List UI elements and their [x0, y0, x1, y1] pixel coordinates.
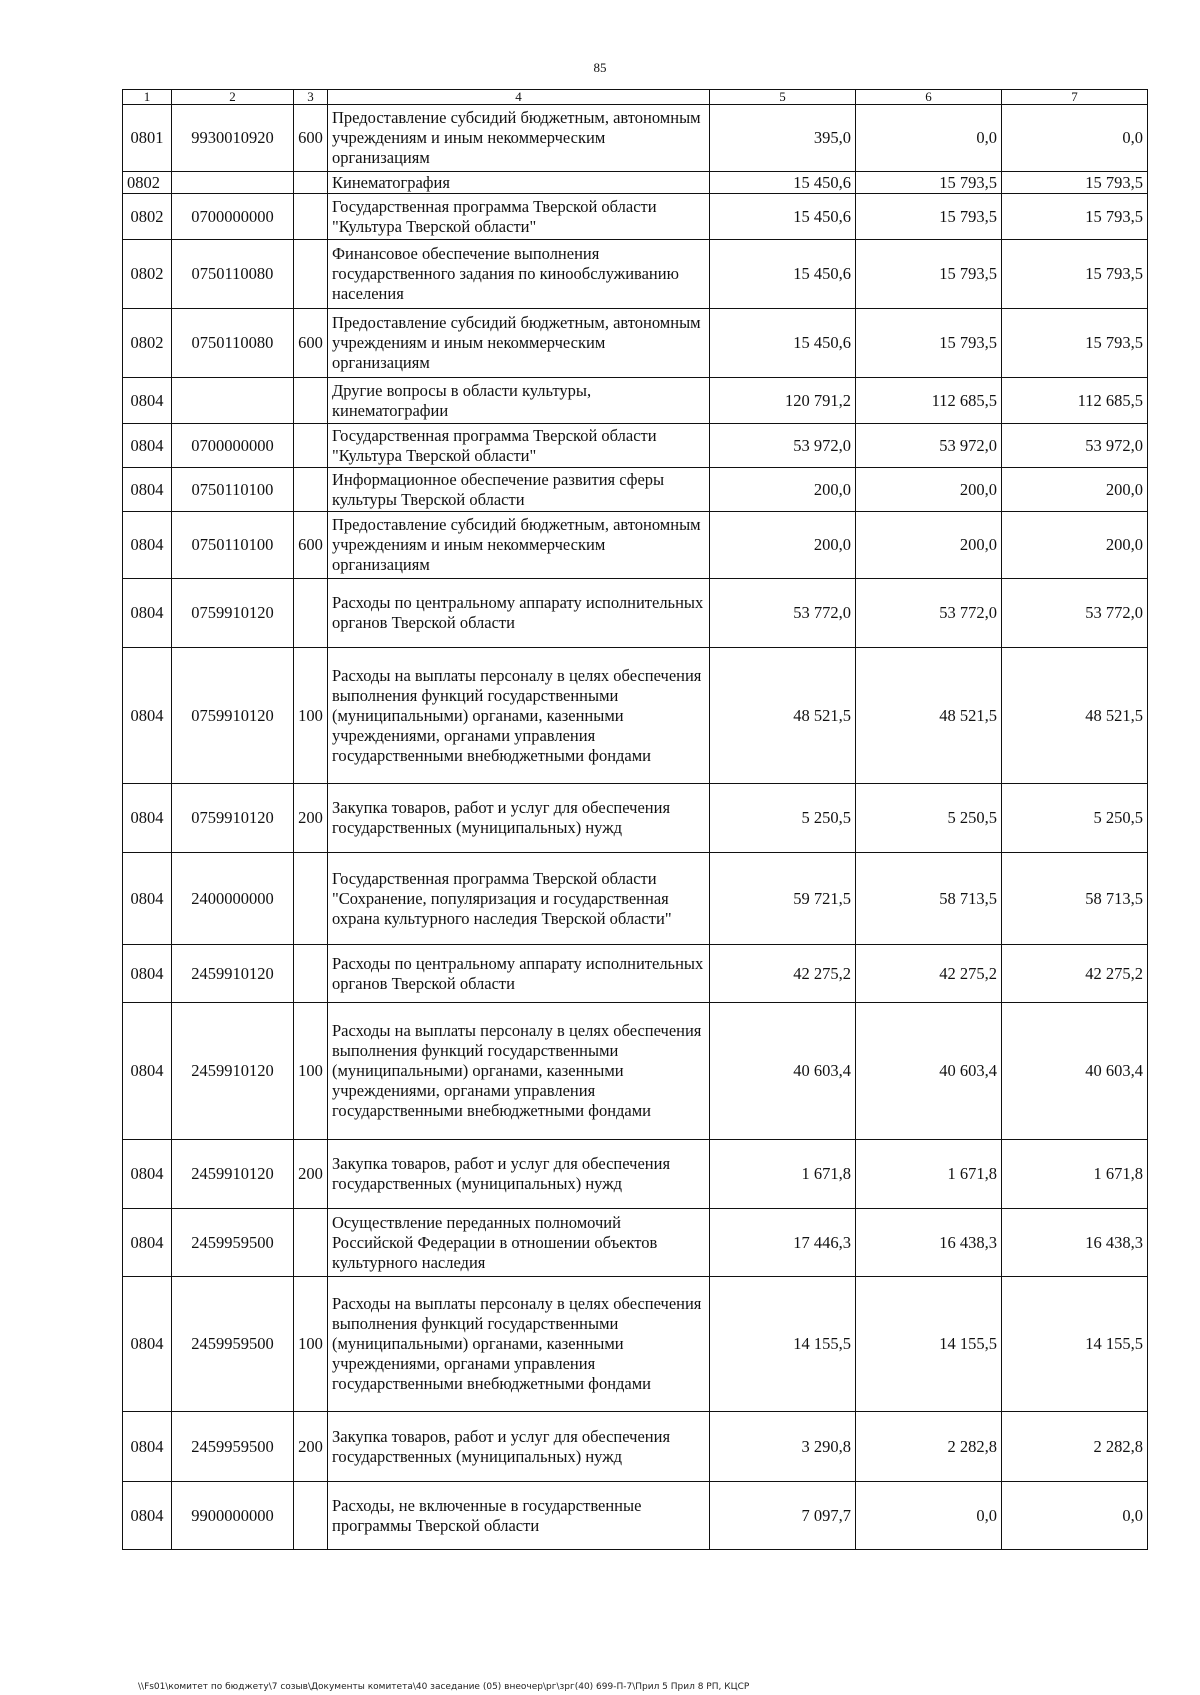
amount-5-cell: 15 450,6	[710, 240, 856, 309]
amount-6-cell: 16 438,3	[856, 1209, 1002, 1277]
vid-cell	[294, 172, 328, 194]
vid-cell	[294, 378, 328, 424]
razdel-cell: 0801	[123, 105, 172, 172]
csr-cell: 2459910120	[172, 945, 294, 1003]
name-cell: Предоставление субсидий бюджетным, автономным учреждениям и иным некоммерческим организациям	[328, 512, 710, 579]
amount-6-cell: 1 671,8	[856, 1140, 1002, 1209]
amount-5-cell: 200,0	[710, 512, 856, 579]
razdel-cell: 0804	[123, 1140, 172, 1209]
amount-7-cell: 112 685,5	[1002, 378, 1148, 424]
amount-6-cell: 200,0	[856, 468, 1002, 512]
name-cell: Предоставление субсидий бюджетным, автономным учреждениям и иным некоммерческим организациям	[328, 309, 710, 378]
amount-6-cell: 15 793,5	[856, 194, 1002, 240]
header-row	[123, 90, 1148, 105]
table-row	[123, 240, 1148, 309]
csr-cell: 0700000000	[172, 424, 294, 468]
amount-5-cell: 42 275,2	[710, 945, 856, 1003]
table-row	[123, 194, 1148, 240]
vid-cell: 200	[294, 1412, 328, 1482]
razdel-cell: 0804	[123, 1277, 172, 1412]
amount-7-cell: 42 275,2	[1002, 945, 1148, 1003]
amount-5-cell: 1 671,8	[710, 1140, 856, 1209]
amount-7-cell: 53 772,0	[1002, 579, 1148, 648]
amount-5-cell: 17 446,3	[710, 1209, 856, 1277]
razdel-cell: 0804	[123, 853, 172, 945]
name-cell: Финансовое обеспечение выполнения государственного задания по кинообслуживанию населения	[328, 240, 710, 309]
vid-cell: 200	[294, 1140, 328, 1209]
table-row	[123, 1412, 1148, 1482]
razdel-cell: 0804	[123, 512, 172, 579]
vid-cell: 600	[294, 512, 328, 579]
vid-cell	[294, 424, 328, 468]
razdel-cell: 0804	[123, 468, 172, 512]
amount-7-cell: 14 155,5	[1002, 1277, 1148, 1412]
header-col-3: 3	[294, 90, 328, 105]
amount-5-cell: 14 155,5	[710, 1277, 856, 1412]
csr-cell: 0700000000	[172, 194, 294, 240]
csr-cell: 2459959500	[172, 1277, 294, 1412]
vid-cell	[294, 468, 328, 512]
table-row	[123, 1482, 1148, 1550]
vid-cell: 600	[294, 105, 328, 172]
razdel-cell: 0804	[123, 579, 172, 648]
header-col-4: 4	[328, 90, 710, 105]
csr-cell: 0750110080	[172, 309, 294, 378]
name-cell: Другие вопросы в области культуры, кинематографии	[328, 378, 710, 424]
name-cell: Расходы по центральному аппарату исполнительных органов Тверской области	[328, 579, 710, 648]
razdel-cell: 0802	[123, 194, 172, 240]
name-cell: Кинематография	[328, 172, 710, 194]
razdel-cell: 0802	[123, 240, 172, 309]
table-row	[123, 512, 1148, 579]
header-col-2: 2	[172, 90, 294, 105]
razdel-cell: 0804	[123, 1412, 172, 1482]
amount-7-cell: 0,0	[1002, 105, 1148, 172]
amount-6-cell: 5 250,5	[856, 784, 1002, 853]
amount-5-cell: 40 603,4	[710, 1003, 856, 1140]
csr-cell: 9900000000	[172, 1482, 294, 1550]
amount-7-cell: 200,0	[1002, 468, 1148, 512]
vid-cell	[294, 194, 328, 240]
header-col-1: 1	[123, 90, 172, 105]
name-cell: Информационное обеспечение развития сферы культуры Тверской области	[328, 468, 710, 512]
name-cell: Расходы по центральному аппарату исполнительных органов Тверской области	[328, 945, 710, 1003]
vid-cell	[294, 1209, 328, 1277]
amount-6-cell: 112 685,5	[856, 378, 1002, 424]
razdel-cell: 0804	[123, 648, 172, 784]
vid-cell: 600	[294, 309, 328, 378]
razdel-cell: 0804	[123, 945, 172, 1003]
table-row	[123, 853, 1148, 945]
amount-6-cell: 14 155,5	[856, 1277, 1002, 1412]
vid-cell	[294, 1482, 328, 1550]
amount-6-cell: 15 793,5	[856, 309, 1002, 378]
table-body	[123, 105, 1148, 1550]
name-cell: Закупка товаров, работ и услуг для обеспечения государственных (муниципальных) нужд	[328, 1412, 710, 1482]
razdel-cell: 0804	[123, 784, 172, 853]
table-row	[123, 945, 1148, 1003]
header-col-7: 7	[1002, 90, 1148, 105]
table-row	[123, 1003, 1148, 1140]
name-cell: Закупка товаров, работ и услуг для обеспечения государственных (муниципальных) нужд	[328, 1140, 710, 1209]
amount-5-cell: 395,0	[710, 105, 856, 172]
amount-7-cell: 53 972,0	[1002, 424, 1148, 468]
amount-7-cell: 16 438,3	[1002, 1209, 1148, 1277]
amount-5-cell: 3 290,8	[710, 1412, 856, 1482]
razdel-cell: 0804	[123, 1209, 172, 1277]
csr-cell	[172, 378, 294, 424]
amount-6-cell: 42 275,2	[856, 945, 1002, 1003]
amount-7-cell: 2 282,8	[1002, 1412, 1148, 1482]
csr-cell: 2459910120	[172, 1003, 294, 1140]
csr-cell: 0750110100	[172, 512, 294, 579]
table-row	[123, 1140, 1148, 1209]
budget-table	[122, 89, 1148, 1550]
amount-7-cell: 200,0	[1002, 512, 1148, 579]
table-row	[123, 468, 1148, 512]
amount-6-cell: 15 793,5	[856, 172, 1002, 194]
amount-5-cell: 15 450,6	[710, 194, 856, 240]
vid-cell	[294, 579, 328, 648]
table-row	[123, 1209, 1148, 1277]
vid-cell: 200	[294, 784, 328, 853]
amount-7-cell: 0,0	[1002, 1482, 1148, 1550]
name-cell: Закупка товаров, работ и услуг для обеспечения государственных (муниципальных) нужд	[328, 784, 710, 853]
amount-6-cell: 2 282,8	[856, 1412, 1002, 1482]
amount-6-cell: 53 972,0	[856, 424, 1002, 468]
amount-5-cell: 200,0	[710, 468, 856, 512]
name-cell: Государственная программа Тверской области "Культура Тверской области"	[328, 194, 710, 240]
razdel-cell: 0804	[123, 1482, 172, 1550]
name-cell: Государственная программа Тверской области "Культура Тверской области"	[328, 424, 710, 468]
amount-7-cell: 58 713,5	[1002, 853, 1148, 945]
razdel-cell: 0802	[123, 309, 172, 378]
vid-cell	[294, 853, 328, 945]
razdel-cell: 0804	[123, 1003, 172, 1140]
amount-6-cell: 0,0	[856, 105, 1002, 172]
table-row	[123, 784, 1148, 853]
table-row	[123, 648, 1148, 784]
table-row	[123, 309, 1148, 378]
csr-cell: 9930010920	[172, 105, 294, 172]
table-row	[123, 579, 1148, 648]
amount-7-cell: 15 793,5	[1002, 240, 1148, 309]
header-col-5: 5	[710, 90, 856, 105]
name-cell: Расходы на выплаты персоналу в целях обеспечения выполнения функций государственными (муниципальными) органами, казенными учреждениями, органами управления государственными внебюджетными фондами	[328, 648, 710, 784]
header-col-6: 6	[856, 90, 1002, 105]
amount-5-cell: 7 097,7	[710, 1482, 856, 1550]
amount-6-cell: 48 521,5	[856, 648, 1002, 784]
table-row	[123, 172, 1148, 194]
amount-5-cell: 59 721,5	[710, 853, 856, 945]
amount-5-cell: 53 972,0	[710, 424, 856, 468]
amount-5-cell: 48 521,5	[710, 648, 856, 784]
csr-cell: 0759910120	[172, 579, 294, 648]
csr-cell: 0759910120	[172, 648, 294, 784]
name-cell: Предоставление субсидий бюджетным, автономным учреждениям и иным некоммерческим организациям	[328, 105, 710, 172]
name-cell: Осуществление переданных полномочий Российской Федерации в отношении объектов культурного наследия	[328, 1209, 710, 1277]
amount-6-cell: 0,0	[856, 1482, 1002, 1550]
amount-5-cell: 53 772,0	[710, 579, 856, 648]
csr-cell: 0759910120	[172, 784, 294, 853]
table-row	[123, 105, 1148, 172]
amount-6-cell: 53 772,0	[856, 579, 1002, 648]
name-cell: Расходы на выплаты персоналу в целях обеспечения выполнения функций государственными (муниципальными) органами, казенными учреждениями, органами управления государственными внебюджетными фондами	[328, 1003, 710, 1140]
amount-5-cell: 120 791,2	[710, 378, 856, 424]
amount-5-cell: 15 450,6	[710, 172, 856, 194]
amount-6-cell: 15 793,5	[856, 240, 1002, 309]
amount-7-cell: 5 250,5	[1002, 784, 1148, 853]
amount-7-cell: 48 521,5	[1002, 648, 1148, 784]
csr-cell: 2459910120	[172, 1140, 294, 1209]
amount-7-cell: 15 793,5	[1002, 194, 1148, 240]
csr-cell: 2400000000	[172, 853, 294, 945]
name-cell: Государственная программа Тверской области "Сохранение, популяризация и государственная охрана культурного наследия Тверской области"	[328, 853, 710, 945]
table-row	[123, 378, 1148, 424]
amount-7-cell: 15 793,5	[1002, 172, 1148, 194]
vid-cell: 100	[294, 1003, 328, 1140]
name-cell: Расходы на выплаты персоналу в целях обеспечения выполнения функций государственными (муниципальными) органами, казенными учреждениями, органами управления государственными внебюджетными фондами	[328, 1277, 710, 1412]
table-row	[123, 424, 1148, 468]
razdel-cell: 0802	[123, 172, 172, 194]
amount-5-cell: 15 450,6	[710, 309, 856, 378]
name-cell: Расходы, не включенные в государственные программы Тверской области	[328, 1482, 710, 1550]
razdel-cell: 0804	[123, 378, 172, 424]
csr-cell	[172, 172, 294, 194]
amount-7-cell: 40 603,4	[1002, 1003, 1148, 1140]
footer-file-path: \\Fs01\комитет по бюджету\7 созыв\Документы комитета\40 заседание (05) внеочер\рг\зрг(40) 699-П-7\Прил 5 Прил 8 РП, КЦСР	[138, 1682, 750, 1692]
vid-cell: 100	[294, 1277, 328, 1412]
csr-cell: 2459959500	[172, 1209, 294, 1277]
amount-7-cell: 15 793,5	[1002, 309, 1148, 378]
amount-6-cell: 58 713,5	[856, 853, 1002, 945]
vid-cell	[294, 945, 328, 1003]
amount-6-cell: 40 603,4	[856, 1003, 1002, 1140]
page-number: 85	[593, 60, 607, 75]
amount-6-cell: 200,0	[856, 512, 1002, 579]
vid-cell: 100	[294, 648, 328, 784]
table-row	[123, 1277, 1148, 1412]
vid-cell	[294, 240, 328, 309]
csr-cell: 0750110080	[172, 240, 294, 309]
razdel-cell: 0804	[123, 424, 172, 468]
csr-cell: 0750110100	[172, 468, 294, 512]
csr-cell: 2459959500	[172, 1412, 294, 1482]
amount-5-cell: 5 250,5	[710, 784, 856, 853]
amount-7-cell: 1 671,8	[1002, 1140, 1148, 1209]
